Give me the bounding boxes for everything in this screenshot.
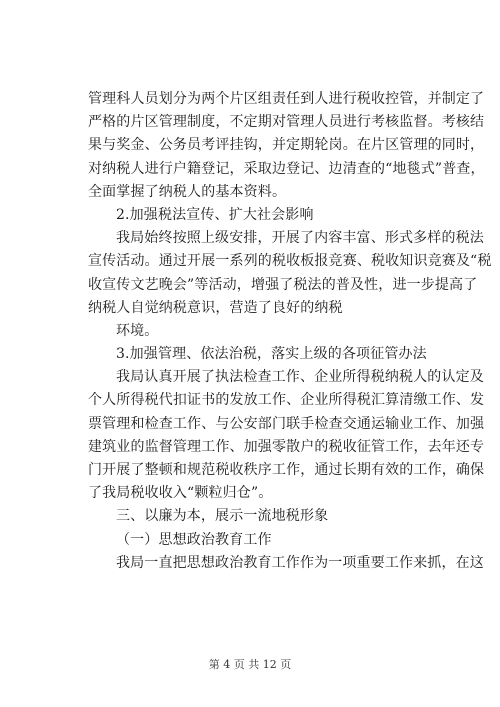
text-line: 收宣传文艺晚会”等活动，增强了税法的普及性，进一步提高了 xyxy=(88,276,478,293)
text-line: 个人所得税代扣证书的发放工作、企业所得税汇算清缴工作、发 xyxy=(88,392,485,409)
text-line: 我局一直把思想政治教育工作作为一项重要工作来抓，在这 xyxy=(116,554,484,571)
section-heading: 3.加强管理、依法治税，落实上级的各项征管办法 xyxy=(116,346,427,363)
text-line: 全面掌握了纳税人的基本资料。 xyxy=(88,183,287,200)
text-line: 票管理和检查工作、与公安部门联手检查交通运输业工作、加强 xyxy=(88,415,485,432)
section-heading: 2.加强税法宣传、扩大社会影响 xyxy=(116,206,314,223)
section-heading: 三、以廉为本，展示一流地税形象 xyxy=(116,508,329,525)
text-line: 了我局税收收入“颗粒归仓”。 xyxy=(88,485,273,502)
text-line: 对纳税人进行户籍登记，采取边登记、边清查的“地毯式”普查， xyxy=(88,160,485,177)
text-line: 门开展了整顿和规范税收秩序工作，通过长期有效的工作，确保 xyxy=(88,462,485,478)
subsection-heading: （一）思想政治教育工作 xyxy=(116,531,272,548)
text-line: 纳税人自觉纳税意识，营造了良好的纳税 xyxy=(88,299,343,316)
text-line: 我局始终按照上级安排，开展了内容丰富、形式多样的税法 xyxy=(116,230,484,247)
document-body xyxy=(88,88,492,575)
page-number-footer: 第 4 页 共 12 页 xyxy=(208,658,292,671)
text-line: 管理科人员划分为两个片区组责任到人进行税收控管，并制定了 xyxy=(88,91,485,107)
text-line: 建筑业的监督管理工作、加强零散户的税收征管工作，去年还专 xyxy=(88,438,485,455)
text-line: 果与奖金、公务员考评挂钩，并定期轮岗。在片区管理的同时， xyxy=(88,137,485,154)
text-line: 我局认真开展了执法检查工作、企业所得税纳税人的认定及 xyxy=(116,369,484,386)
text-line: 严格的片区管理制度，不定期对管理人员进行考核监督。考核结 xyxy=(88,114,485,131)
text-line: 环境。 xyxy=(116,322,159,339)
text-line: 宣传活动。通过开展一系列的税收板报竞赛、税收知识竞赛及“税 xyxy=(88,253,492,270)
